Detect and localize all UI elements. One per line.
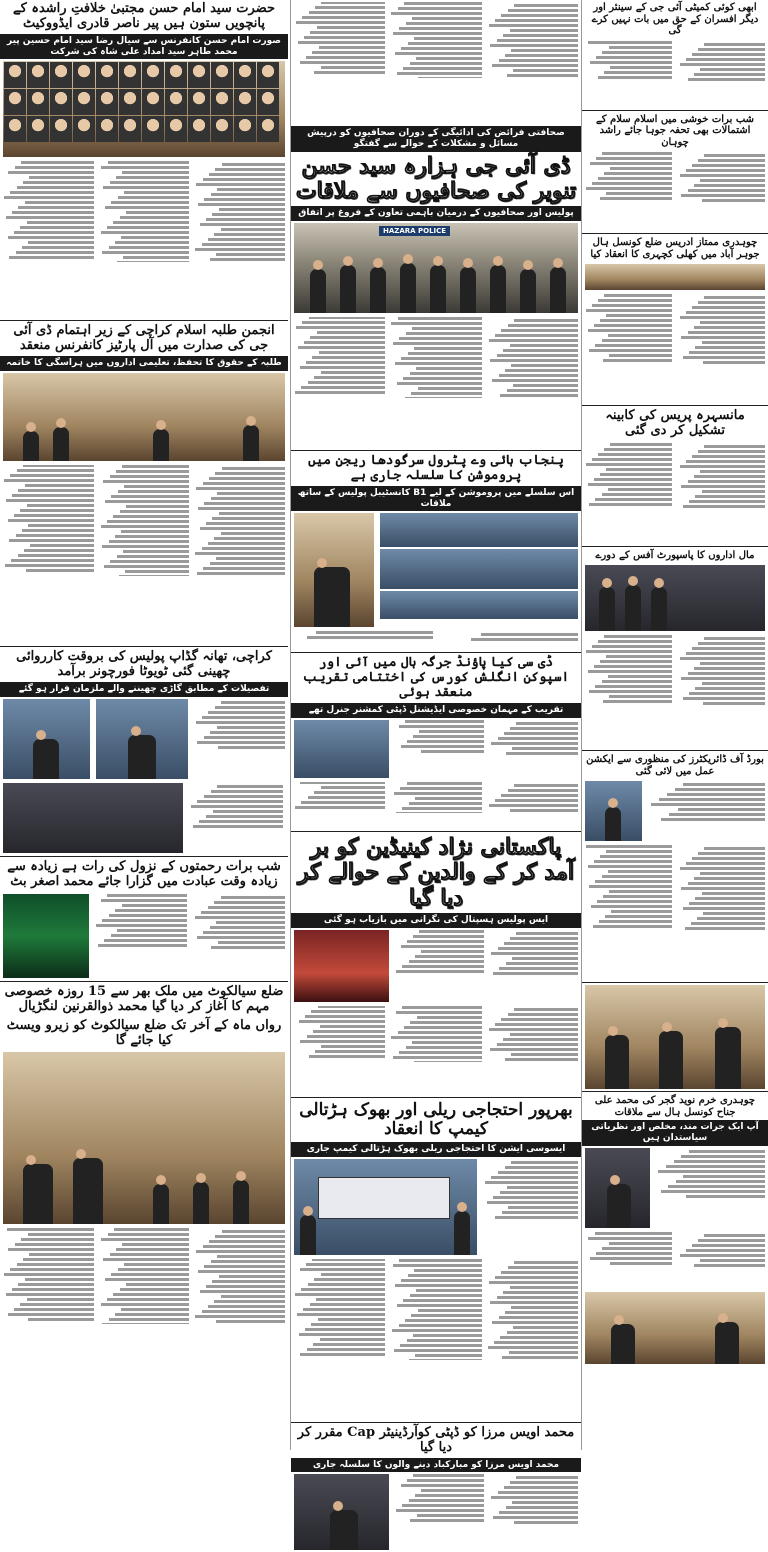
- article-body: [582, 633, 768, 749]
- officer-desk-photo: [294, 513, 374, 627]
- article-body: [582, 150, 768, 232]
- article-body: [392, 718, 581, 780]
- divider: [291, 831, 581, 832]
- divider: [582, 982, 768, 983]
- police-photos-row: [0, 697, 288, 781]
- headline-zero-waste[interactable]: رواں ماہ کے آخر تک ضلع سیالکوٹ کو زیرو ویسٹ کیا جائے گا: [6, 1017, 282, 1048]
- article-body: [186, 781, 286, 855]
- headline-spoken-english-course[interactable]: ڈی سی کیا پاؤنڈ جرگہ ہال میں آئی اور اسپوکن انگلش کورس کی اختتامی تقریب منعقد ہوئی: [302, 655, 570, 701]
- headline-shab-e-barat-chohan[interactable]: شب برات خوشی میں اسلام سلام کے اشتمالات بھی تحفہ جوہا جائے راشد چوہان: [595, 113, 755, 148]
- article-body: [291, 780, 581, 830]
- headline-gadap-police[interactable]: کراچی، تھانہ گڈاپ پولیس کی بروقت کارروائی چھینی گئی ٹویوٹا فورچونر برآمد: [16, 649, 272, 680]
- sialkot-meeting-photo: [3, 1052, 285, 1224]
- headline-ig-committee[interactable]: ابھی کوئی کمیٹی آئی جی کے سینئر اور دیگر افسران کے حق میں بات نہیں کرے گی: [591, 2, 759, 36]
- headline-shab-e-barat[interactable]: شب برات رحمتوں کے نزول کی رات ہے زیادہ سے زیادہ وقت عبادت میں گزارا جائے محمد اصغر بٹ: [7, 858, 281, 889]
- official-portrait: [585, 781, 642, 841]
- mosque-poster-photo: [3, 894, 89, 978]
- headline-highway-patrol[interactable]: پنجاب ہائی وے پٹرول سرگودھا ریجن میں پروموشن کا سلسلہ جاری ہے: [308, 452, 564, 483]
- article-body: [291, 1004, 581, 1096]
- headline-board-directors[interactable]: بورڈ آف ڈائریکٹرز کی منظوری سے ایکشن عمل میں لائی گئی: [586, 754, 764, 777]
- headline-sialkot-campaign[interactable]: ضلع سیالکوٹ میں ملک بھر سے 15 روزہ خصوصی مہم کا آغاز کر دیا گیا محمد ذوالقرنین لنگڑیال: [4, 983, 284, 1014]
- recovery-photo: [294, 930, 389, 1002]
- board-row: [582, 779, 768, 843]
- headline-awais-mirza[interactable]: محمد اویس مرزا کو ڈپٹی کوآرڈینیٹر Cap مقرر کر دیا گیا: [297, 1424, 575, 1455]
- divider: [582, 1091, 768, 1092]
- article-body: [291, 1257, 581, 1421]
- divider: [582, 110, 768, 111]
- meeting-photo: [585, 985, 765, 1089]
- promotion-ceremony-photo: [380, 513, 578, 547]
- subhead-bar: ایس پولیس ہسپتال کی نگرانی میں بازیاب ہو گئی: [291, 913, 581, 928]
- article-body: [480, 1157, 581, 1257]
- meeting-hall-photo: [3, 373, 285, 461]
- conference-speakers-photo-grid: [3, 61, 285, 157]
- article-body: [582, 292, 768, 404]
- article-body: [0, 1226, 288, 1378]
- subhead-bar: پولیس اور صحافیوں کے درمیان باہمی تعاون کے فروغ پر اتفاق: [291, 206, 581, 221]
- left-column: [0, 0, 288, 1450]
- course-row: [291, 718, 581, 780]
- headline-imam-hasan[interactable]: حضرت سید امام حسن مجتبیٰ خلافتِ راشدہ کے پانچویں ستون ہیں پیر ناصر قادری ایڈووکیٹ: [13, 1, 275, 31]
- article-body: [291, 629, 581, 651]
- subhead-bar: صورت امام حسن کانفرنس سے سیال رضا سید امام حسین پیر محمد طاہر سید امداد علی شاہ کی شرکت: [0, 34, 288, 60]
- right-column: [582, 0, 768, 1450]
- article-body: [582, 39, 768, 109]
- hazara-police-sign: HAZARA POLICE: [379, 226, 450, 236]
- subhead-bar: طلبہ کے حقوق کا تحفظ، تعلیمی اداروں میں ہراسگی کا خاتمہ: [0, 356, 288, 371]
- promotion-ceremony-photo: [380, 591, 578, 619]
- divider: [291, 450, 581, 451]
- protest-row: [291, 1157, 581, 1257]
- article-body: [0, 463, 288, 645]
- article-body: [392, 928, 581, 1004]
- divider: [291, 652, 581, 653]
- headline-passport-office[interactable]: مال اداروں کا پاسپورٹ آفس کے دورے: [595, 549, 755, 561]
- divider: [0, 981, 288, 982]
- divider: [582, 233, 768, 234]
- headline-khuli-kachehri[interactable]: چوہدری ممتاز ادریس ضلع کونسل ہال جوہر آباد میں کھلی کچہری کا انعقاد کیا: [590, 237, 760, 260]
- article-body: [392, 1472, 581, 1552]
- office-meeting-photo: [585, 1292, 765, 1364]
- article-body: [291, 315, 581, 449]
- divider: [582, 405, 768, 406]
- divider: [0, 320, 288, 321]
- subhead-bar: آپ ایک جرات مند، مخلص اور نظریاتی سیاستدان ہیں: [582, 1120, 768, 1146]
- subhead-bar: صحافتی فرائض کی ادائیگی کے دوران صحافیوں کو درپیش مسائل و مشکلات کے حوالے سے گفتگو: [291, 126, 581, 152]
- article-body: [645, 779, 768, 843]
- divider: [582, 750, 768, 751]
- promotion-ceremony-photo: [380, 549, 578, 589]
- article-body: [653, 1146, 768, 1230]
- khurram-row: [582, 1146, 768, 1230]
- headline-mansehra-press[interactable]: مانسہرہ پریس کی کابینہ تشکیل کر دی گئی: [605, 408, 745, 438]
- subhead-bar: ایسوسی ایشن کا احتجاجی ریلی بھوک ہڑتالی کیمپ جاری: [291, 1142, 581, 1157]
- divider: [291, 1097, 581, 1098]
- article-body: [191, 697, 288, 781]
- promotion-photos-row: [291, 511, 581, 629]
- passport-office-photo: [585, 565, 765, 631]
- divider: [582, 546, 768, 547]
- subhead-bar: تفصیلات کے مطابق گاڑی چھیننے والے ملزمان فرار ہو گئے: [0, 682, 288, 697]
- article-body: [92, 892, 288, 980]
- subhead-bar: تقریب کے مہمان خصوصی ایڈیشنل ڈپٹی کمشنر جنرل تھے: [291, 703, 581, 718]
- officer-photo: [3, 699, 90, 779]
- officer-photo: [96, 699, 187, 779]
- kachehri-photo: [585, 264, 765, 290]
- protest-camp-photo: [294, 1159, 477, 1255]
- awais-row: [291, 1472, 581, 1552]
- center-column: [290, 0, 582, 1470]
- recovery-row: [291, 928, 581, 1004]
- khurram-portrait: [585, 1148, 650, 1228]
- speaker-portraits: [3, 61, 285, 143]
- article-body: [291, 0, 581, 126]
- subhead-bar: اس سلسلے میں پروموشن کے لیے B1 کانسٹیبل پولیس کے ساتھ ملاقات: [291, 486, 581, 512]
- headline-canadian-recovered[interactable]: پاکستانی نژاد کینیڈین کو بر آمد کر کے والدین کے حوالے کر دیا گیا: [298, 834, 574, 911]
- recovered-vehicle-row: [0, 781, 288, 855]
- shab-e-barat-row: [0, 892, 288, 980]
- article-body: [582, 843, 768, 981]
- course-graduates-photo: [294, 720, 389, 778]
- subhead-bar: محمد اویس مرزا کو مبارکباد دینے والوں کا سلسلہ جاری: [291, 1458, 581, 1473]
- article-body: [582, 1230, 768, 1290]
- divider: [0, 856, 288, 857]
- headline-dig-hazara[interactable]: ڈی آئی جی ہزارہ سید حسن تنویر کی صحافیوں سے ملاقات: [295, 152, 577, 204]
- headline-khurram-gujjar[interactable]: چوہدری خرم نوید گجر کی محمد علی جناح کونسل ہال سے ملاقات: [594, 1095, 756, 1118]
- headline-protest-rally[interactable]: بھرپور احتجاجی ریلی اور بھوک ہڑتالی کیمپ کا انعقاد: [299, 1099, 573, 1140]
- recovered-vehicle-photo: [3, 783, 183, 853]
- article-body: [0, 159, 288, 319]
- divider: [291, 1422, 581, 1423]
- article-body: [582, 441, 768, 545]
- hazara-police-group-photo: [294, 223, 578, 313]
- divider: [0, 646, 288, 647]
- headline-students-conference[interactable]: انجمن طلبہ اسلام کراچی کے زیر اہتمام ڈی آئی جی کی صدارت میں آل پارٹیز کانفرنس منعقد: [13, 323, 275, 354]
- awais-mirza-portrait: [294, 1474, 389, 1550]
